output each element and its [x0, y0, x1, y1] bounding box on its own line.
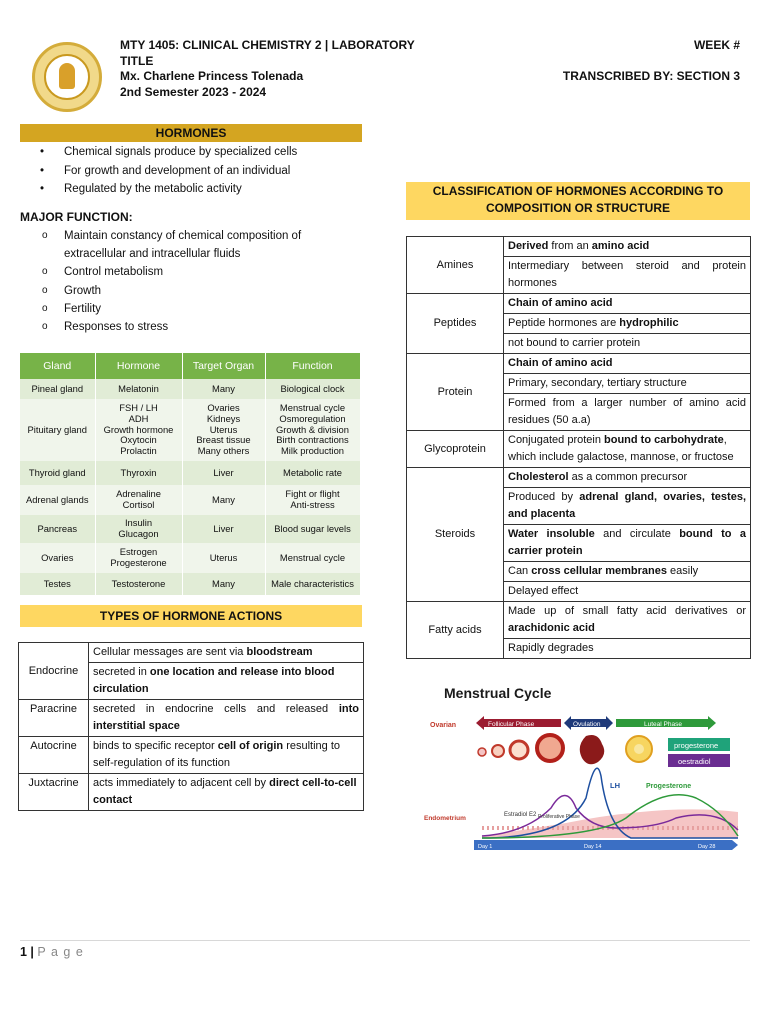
table-cell: Fight or flight Anti-stress: [265, 485, 360, 515]
table-cell: Insulin Glucagon: [95, 515, 182, 543]
class-desc: Made up of small fatty acid derivatives or arachidonic acid: [504, 602, 751, 639]
class-desc: Primary, secondary, tertiary structure: [504, 374, 751, 394]
action-type: Endocrine: [19, 643, 89, 700]
table-cell: Ovaries Kidneys Uterus Breast tissue Many others: [182, 399, 265, 461]
class-desc: not bound to carrier protein: [504, 334, 751, 354]
table-cell: Testosterone: [95, 573, 182, 595]
class-name: Amines: [407, 237, 504, 294]
table-cell: Adrenal glands: [20, 485, 95, 515]
page-word: P a g e: [37, 945, 84, 959]
table-cell: Blood sugar levels: [265, 515, 360, 543]
lh-label: LH: [610, 781, 620, 790]
progesterone-legend-label: progesterone: [674, 741, 719, 750]
classification-heading: CLASSIFICATION OF HORMONES ACCORDING TO COMPOSITION OR STRUCTURE: [406, 182, 750, 220]
table-cell: Pineal gland: [20, 379, 95, 399]
week-label: WEEK #: [693, 38, 740, 52]
action-desc: acts immediately to adjacent cell by direct cell-to-cell contact: [89, 774, 364, 811]
action-type: Juxtacrine: [19, 774, 89, 811]
classification-table: [406, 236, 751, 659]
table-cell: Pituitary gland: [20, 399, 95, 461]
table-cell: Metabolic rate: [265, 461, 360, 485]
hormones-bullets: [20, 143, 362, 199]
table-cell: Pancreas: [20, 515, 95, 543]
table-cell: Thyroid gland: [20, 461, 95, 485]
list-item: o Growth: [20, 282, 362, 300]
class-desc: Delayed effect: [504, 582, 751, 602]
list-item: • Chemical signals produce by specialized cells: [20, 143, 362, 162]
action-desc: secreted in endocrine cells and released into interstitial space: [89, 700, 364, 737]
table-row: [20, 515, 360, 543]
table-row: [20, 379, 360, 399]
header-left: [120, 38, 420, 100]
day-label: Day 1: [478, 844, 493, 850]
class-desc: Produced by adrenal gland, ovaries, testes, and placenta: [504, 488, 751, 525]
col-header: Hormone: [95, 353, 182, 379]
table-cell: Male characteristics: [265, 573, 360, 595]
major-function-list: [20, 227, 362, 336]
proliferative-label: Proliferative Phase: [538, 814, 580, 820]
table-cell: Estrogen Progesterone: [95, 543, 182, 573]
class-desc: Formed from a larger number of amino acid residues (50 a.a): [504, 394, 751, 431]
table-cell: Uterus: [182, 543, 265, 573]
progesterone-curve-label: Progesterone: [646, 783, 692, 790]
table-row: [20, 461, 360, 485]
figure-title: Menstrual Cycle: [444, 685, 552, 701]
action-desc: Cellular messages are sent via bloodstream: [89, 643, 364, 663]
table-cell: Liver: [182, 461, 265, 485]
university-logo: [32, 42, 102, 112]
table-cell: Thyroxin: [95, 461, 182, 485]
table-cell: Ovaries: [20, 543, 95, 573]
class-desc: Can cross cellular membranes easily: [504, 562, 751, 582]
luteal-label: Luteal Phase: [644, 721, 682, 728]
class-desc: Chain of amino acid: [504, 294, 751, 314]
table-cell: Liver: [182, 515, 265, 543]
col-header: Gland: [20, 353, 95, 379]
table-cell: Many: [182, 573, 265, 595]
class-desc: Peptide hormones are hydrophilic: [504, 314, 751, 334]
action-type: Paracrine: [19, 700, 89, 737]
list-item: • For growth and development of an individual: [20, 162, 362, 181]
table-cell: Menstrual cycle Osmoregulation Growth & division Birth contractions Milk production: [265, 399, 360, 461]
action-desc: binds to specific receptor cell of origin resulting to self-regulation of its function: [89, 737, 364, 774]
hormones-heading: HORMONES: [20, 124, 362, 142]
class-name: Peptides: [407, 294, 504, 354]
table-cell: Melatonin: [95, 379, 182, 399]
class-desc: Chain of amino acid: [504, 354, 751, 374]
class-desc: Rapidly degrades: [504, 639, 751, 659]
list-item: • Regulated by the metabolic activity: [20, 180, 362, 199]
semester: 2nd Semester 2023 - 2024: [120, 84, 267, 99]
table-cell: Testes: [20, 573, 95, 595]
follicle-icon: [537, 735, 563, 761]
class-desc: Intermediary between steroid and protein hormones: [504, 257, 751, 294]
oestradiol-legend-label: oestradiol: [678, 757, 711, 766]
document-title: TITLE: [120, 53, 154, 68]
class-name: Fatty acids: [407, 602, 504, 659]
ruptured-follicle-icon: [580, 735, 605, 764]
class-name: Glycoprotein: [407, 431, 504, 468]
footer-divider: [20, 940, 750, 941]
page-footer: 1 | P a g e: [20, 945, 84, 959]
class-desc: Derived from an amino acid: [504, 237, 751, 257]
table-row: [20, 543, 360, 573]
corpus-luteum-center-icon: [634, 744, 644, 754]
follicle-icon: [492, 745, 504, 757]
instructor-name: Mx. Charlene Princess Tolenada: [120, 69, 304, 83]
major-function-heading: MAJOR FUNCTION:: [20, 210, 133, 224]
col-header: Function: [265, 353, 360, 379]
list-item: o Responses to stress: [20, 318, 362, 336]
day-label: Day 28: [698, 844, 716, 850]
follicle-icon: [510, 741, 528, 759]
table-cell: Adrenaline Cortisol: [95, 485, 182, 515]
class-desc: Cholesterol as a common precursor: [504, 468, 751, 488]
transcribed-by: TRANSCRIBED BY: SECTION 3: [562, 69, 740, 83]
course-title: MTY 1405: CLINICAL CHEMISTRY 2 | LABORATORY: [120, 38, 415, 52]
gland-hormone-table: [20, 353, 361, 595]
list-item: o Fertility: [20, 300, 362, 318]
table-row: [20, 573, 360, 595]
class-desc: Water insoluble and circulate bound to a carrier protein: [504, 525, 751, 562]
ovarian-label: Ovarian: [430, 722, 457, 729]
day-label: Day 14: [584, 844, 602, 850]
hormone-actions-heading: TYPES OF HORMONE ACTIONS: [20, 605, 362, 627]
table-cell: Menstrual cycle: [265, 543, 360, 573]
action-desc: secreted in one location and release into blood circulation: [89, 663, 364, 700]
class-name: Protein: [407, 354, 504, 431]
table-row: [20, 485, 360, 515]
table-cell: Biological clock: [265, 379, 360, 399]
follicle-icon: [478, 748, 486, 756]
page-number: 1: [20, 945, 27, 959]
list-item: o Control metabolism: [20, 263, 362, 281]
endometrium-label: Endometrium: [424, 815, 466, 822]
action-type: Autocrine: [19, 737, 89, 774]
class-desc: Conjugated protein bound to carbohydrate, which include galactose, mannose, or fructose: [504, 431, 751, 468]
estradiol-label: Estradiol E2: [504, 812, 537, 818]
table-row: [20, 399, 360, 461]
menstrual-cycle-figure: [416, 678, 748, 860]
col-header: Target Organ: [182, 353, 265, 379]
table-cell: FSH / LH ADH Growth hormone Oxytocin Prolactin: [95, 399, 182, 461]
hormone-actions-table: [18, 642, 364, 811]
class-name: Steroids: [407, 468, 504, 602]
table-cell: Many: [182, 379, 265, 399]
list-item: o Maintain constancy of chemical composition of: [20, 227, 362, 245]
follicular-label: Follicular Phase: [488, 721, 535, 728]
list-item-continuation: extracellular and intracellular fluids: [64, 248, 241, 261]
table-cell: Many: [182, 485, 265, 515]
ovulation-label: Ovulation: [573, 721, 601, 728]
